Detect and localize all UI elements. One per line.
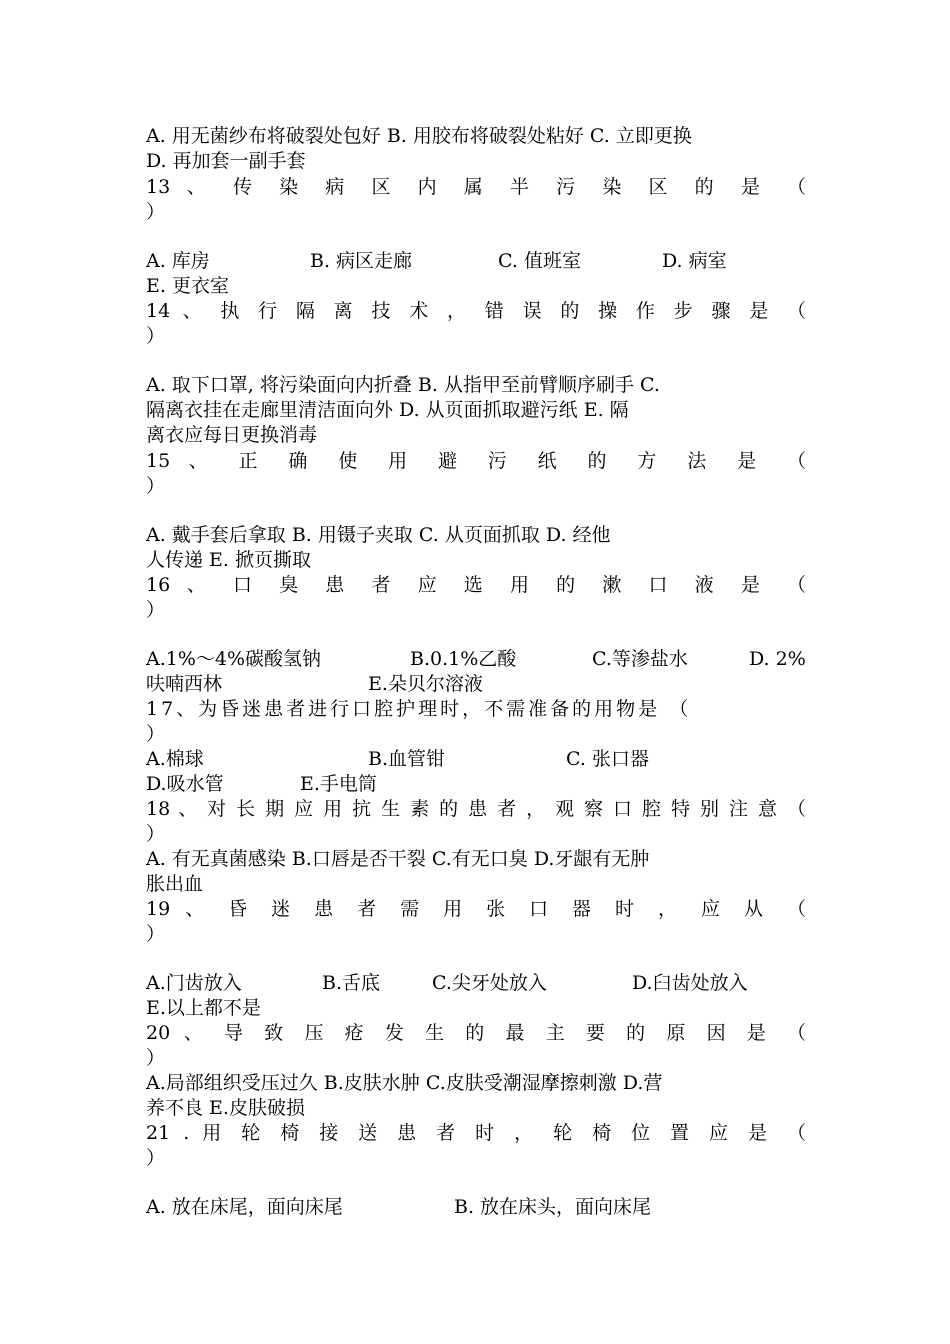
option-d: D. 病室 bbox=[662, 250, 727, 272]
option-b: B. 放在床头，面向床尾 bbox=[454, 1196, 652, 1218]
option-a: A.棉球 bbox=[146, 748, 204, 770]
answer-options-line: A. 取下口罩, 将污染面向内折叠 B. 从指甲至前臂顺序刷手 C. bbox=[146, 374, 660, 396]
answer-options-row bbox=[146, 249, 806, 273]
option-b: B.舌底 bbox=[322, 972, 381, 994]
question-stem: 17、为昏迷患者进行口腔护理时，不需准备的用物是 （ bbox=[146, 698, 692, 720]
option-e: E. 更衣室 bbox=[146, 275, 229, 297]
option-a: A. 库房 bbox=[146, 250, 210, 272]
question-stem-end: ） bbox=[146, 723, 166, 745]
option-d: D. 2% bbox=[749, 648, 806, 670]
option-d: D.臼齿处放入 bbox=[632, 972, 748, 994]
answer-options-line: A.局部组织受压过久 B.皮肤水肿 C.皮肤受潮湿摩擦刺激 D.营 bbox=[146, 1072, 663, 1094]
answer-options-row bbox=[146, 672, 806, 696]
answer-options-row bbox=[146, 1195, 806, 1219]
answer-options-line: A. 用无菌纱布将破裂处包好 B. 用胶布将破裂处粘好 C. 立即更换 bbox=[146, 125, 692, 147]
answer-options-line: A. 有无真菌感染 B.口唇是否干裂 C.有无口臭 D.牙龈有无肿 bbox=[146, 848, 650, 870]
question-stem-end: ） bbox=[146, 201, 166, 223]
option-e: E.手电筒 bbox=[300, 773, 377, 795]
question-stem: 21 . 用 轮 椅 接 送 患 者 时 ， 轮 椅 位 置 应 是 （ bbox=[146, 1122, 806, 1144]
question-stem: 13 、 传 染 病 区 内 属 半 污 染 区 的 是 （ bbox=[146, 176, 806, 198]
question-stem: 16 、 口 臭 患 者 应 选 用 的 漱 口 液 是 （ bbox=[146, 574, 806, 596]
option-b: B. 病区走廊 bbox=[310, 250, 413, 272]
option-e: E.朵贝尔溶液 bbox=[368, 673, 483, 695]
question-stem-end: ） bbox=[146, 1047, 166, 1069]
option-a: A.门齿放入 bbox=[146, 972, 242, 994]
answer-options-line: 胀出血 bbox=[146, 873, 204, 895]
answer-options-row bbox=[146, 971, 806, 995]
answer-options-line: A. 戴手套后拿取 B. 用镊子夹取 C. 从页面抓取 D. 经他 bbox=[146, 524, 611, 546]
option-c: C.尖牙处放入 bbox=[432, 972, 547, 994]
option-c: C.等渗盐水 bbox=[592, 648, 688, 670]
question-stem-end: ） bbox=[146, 325, 166, 347]
answer-options-line: 隔离衣挂在走廊里清洁面向外 D. 从页面抓取避污纸 E. 隔 bbox=[146, 399, 629, 421]
option-a: A.1%～4%碳酸氢钠 bbox=[146, 648, 322, 670]
question-stem-end: ） bbox=[146, 599, 166, 621]
option-a: A. 放在床尾，面向床尾 bbox=[146, 1196, 343, 1218]
question-stem: 19 、 昏 迷 患 者 需 用 张 口 器 时 ， 应 从 （ bbox=[146, 898, 806, 920]
option-c: C. 值班室 bbox=[498, 250, 581, 272]
question-stem: 14 、 执 行 隔 离 技 术 ， 错 误 的 操 作 步 骤 是 （ bbox=[146, 300, 806, 322]
question-stem-end: ） bbox=[146, 1147, 166, 1169]
option-c: C. 张口器 bbox=[566, 748, 649, 770]
option-d: D.吸水管 bbox=[146, 773, 224, 795]
question-stem-end: ） bbox=[146, 923, 166, 945]
option-b: B.血管钳 bbox=[368, 748, 446, 770]
answer-options-row bbox=[146, 647, 806, 671]
answer-options-line: 人传递 E. 掀页撕取 bbox=[146, 549, 311, 571]
answer-options-row bbox=[146, 747, 806, 771]
option-e: E.以上都不是 bbox=[146, 997, 261, 1019]
option-d-continued: 呋喃西林 bbox=[146, 673, 223, 695]
question-stem-end: ） bbox=[146, 823, 166, 845]
answer-options-line: 养不良 E.皮肤破损 bbox=[146, 1097, 305, 1119]
answer-options-row bbox=[146, 772, 806, 796]
answer-options-line: 离衣应每日更换消毒 bbox=[146, 424, 318, 446]
question-stem: 20 、 导 致 压 疮 发 生 的 最 主 要 的 原 因 是 （ bbox=[146, 1022, 806, 1044]
question-stem: 18 、 对 长 期 应 用 抗 生 素 的 患 者 ， 观 察 口 腔 特 别 注 意 （ bbox=[146, 798, 806, 820]
question-stem: 15 、 正 确 使 用 避 污 纸 的 方 法 是 （ bbox=[146, 450, 806, 472]
question-stem-end: ） bbox=[146, 475, 166, 497]
answer-options-line: D. 再加套一副手套 bbox=[146, 150, 306, 172]
option-b: B.0.1%乙酸 bbox=[410, 648, 517, 670]
